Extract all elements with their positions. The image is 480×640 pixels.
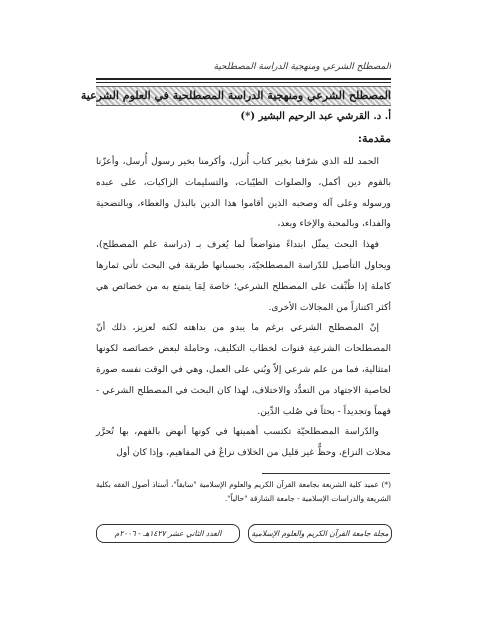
section-heading: مقدمة: xyxy=(357,132,391,145)
header-rule xyxy=(96,78,391,83)
paragraph: والدّراسة المصطلحيّة تكتسب أهميتها في كونها أنهض بالفهم، بها تُحرَّر محلات النزاع، وحظٌّ غير قليل من الخلاف نزاعٌ في المفاهيم، وإذا كان أول xyxy=(96,426,391,459)
running-header: المصطلح الشرعي ومنهجية الدراسة المصطلحية xyxy=(213,62,391,72)
paragraph: الحمد لله الذي شرّفنا بخير كتاب أُنزل، وأكرمنا بخير رسول أُرسل، وأعزّنا بالقوم دين أكمل، والصلوات الطيّبات، والتسليمات الزاكيات، على عبده ورسوله وعلى آله وصحبه الذين أقاموا هذا الدين بالبذل والعطاء، وبالتضحية والفداء، وبالمحبة والإخاء وبعد، xyxy=(96,156,391,230)
article-title: المصطلح الشرعي ومنهجية الدراسة المصطلحية في العلوم الشرعية xyxy=(80,89,391,102)
footnote: (*) عميد كلية الشريعة بجامعة القرآن الكريم والعلوم الإسلامية "سابقاً"، أستاذ أصول الفقه بكلية الشريعة والدراسات الإسلامية - جامعة الشارقة "حالياً". xyxy=(96,480,391,503)
footer-journal: مجلة جامعة القرآن الكريم والعلوم الإسلامية xyxy=(248,524,392,543)
article-author: أ. د. القرشي عبد الرحيم البشير (*) xyxy=(240,111,391,122)
paragraph: إنّ المصطلح الشرعي برغم ما يبدو من بداهته لكنه لعزيز، ذلك أنّ المصطلحات الشرعية قنوات لخطاب التكليف، وحاملة لبعض خصائصه لكونها امتثالية، فما من علم شرعي إلاّ وبُني على العمل، وهي في الوقت نفسه صورة لخاصية الاجتهاد من التعدُّد والاختلاف، لهذا كان البحث في المصطلح الشرعي - فهماً وتجديداً - بحثاً في صُلب الدِّين. xyxy=(96,322,391,417)
body-text xyxy=(96,152,391,464)
footnote-rule xyxy=(262,473,390,474)
footer-issue: العدد الثاني عشر ١٤٢٧هـ - ٢٠٠٦م xyxy=(96,524,240,543)
paragraph: فهذا البحث يمثّل ابتداءً متواضعاً لما يُعرف بـ (دراسة علم المصطلح)، ويحاول التأصيل للدّراسة المصطلحيّة، بحسبانها طريقة في البحث تأتي ثمارها كاملة إذا طُبِّقت على المصطلح الشرعي؛ خاصة لِمَا يتمتع به من خصائص هي أكثر اكتنازاً من المجالات الأخرى. xyxy=(96,239,391,313)
